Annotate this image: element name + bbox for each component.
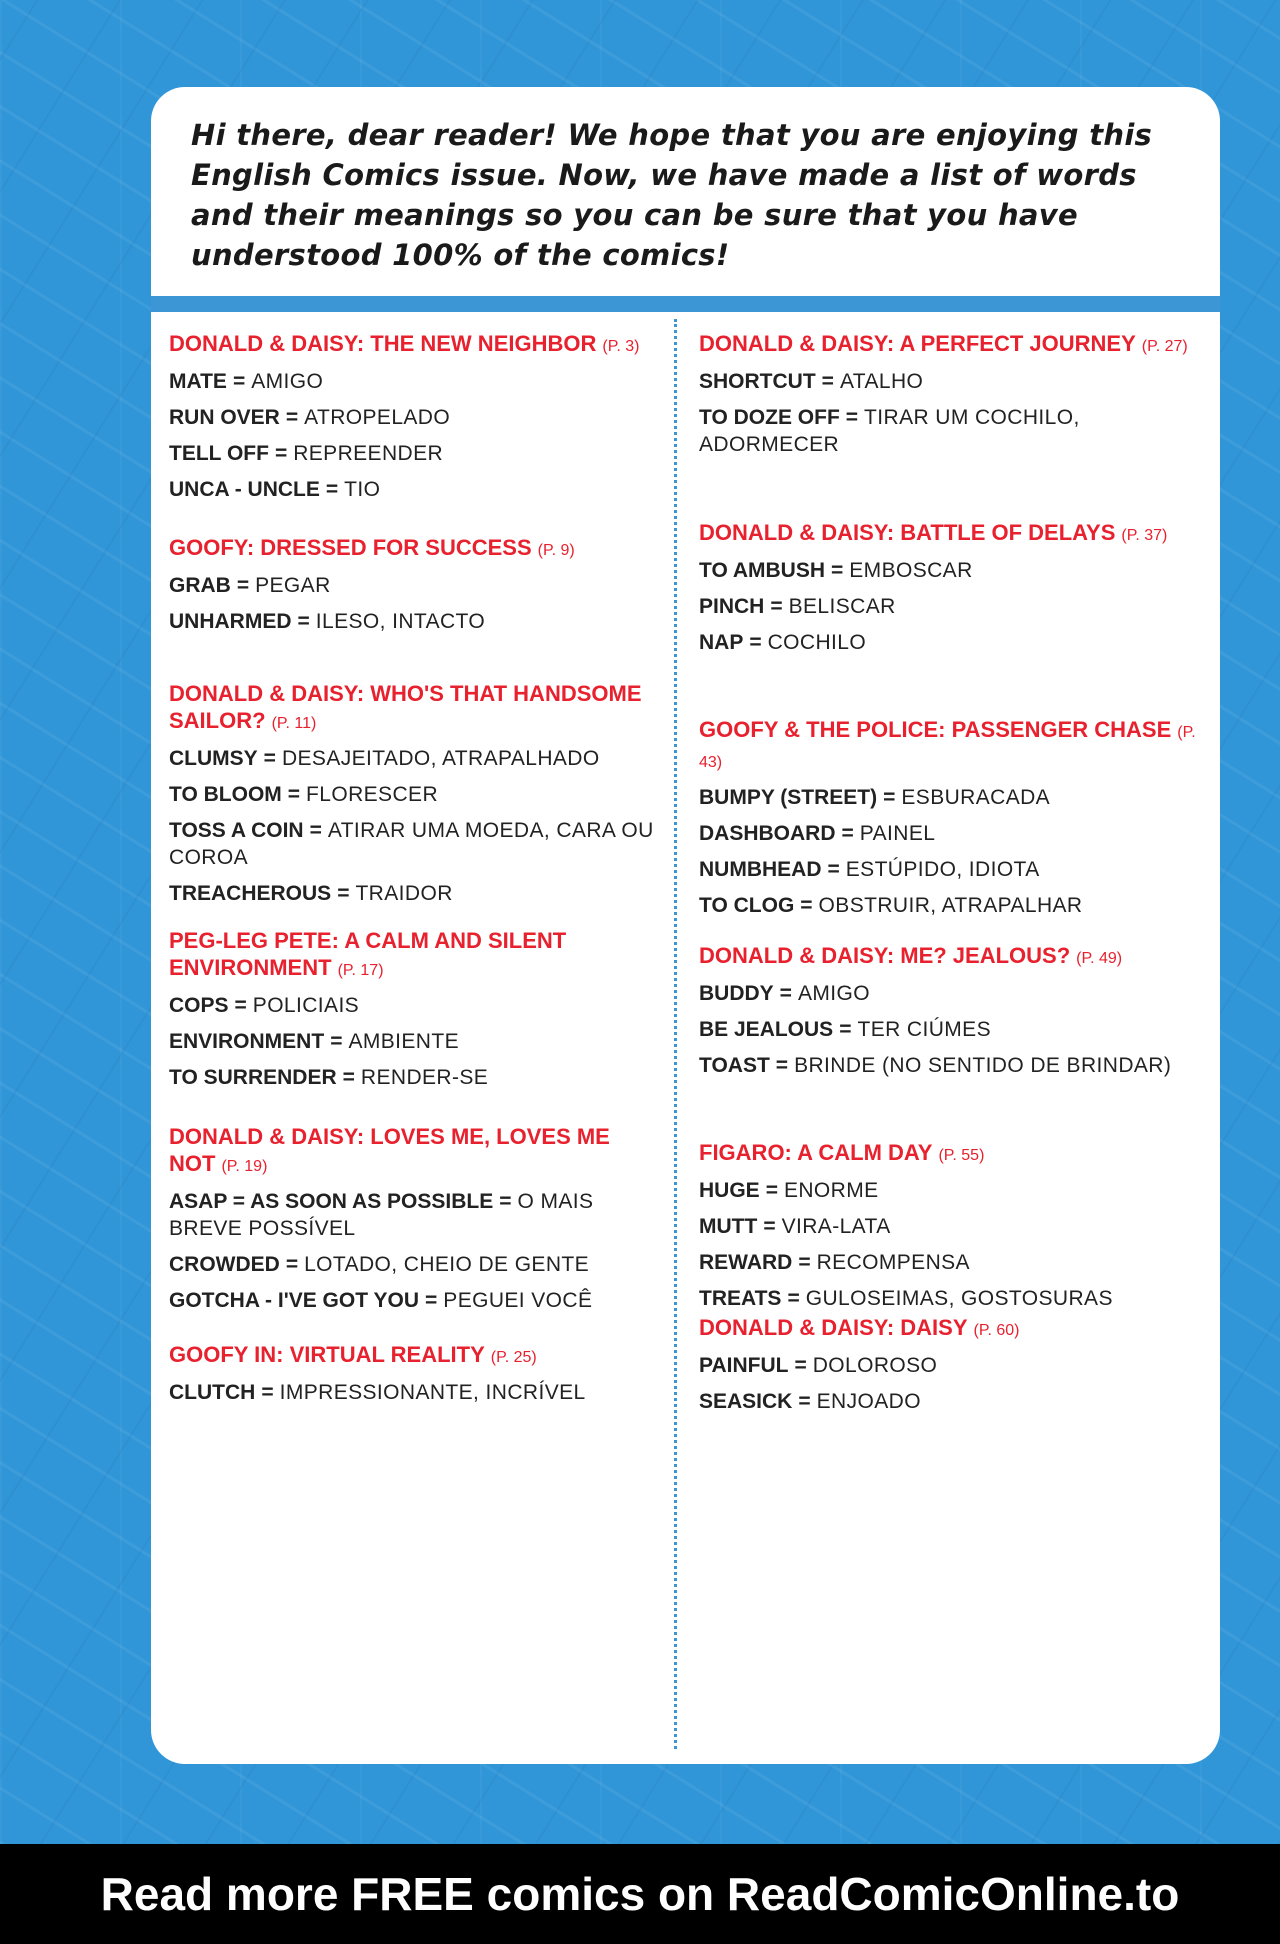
section-title-text: GOOFY & THE POLICE: PASSENGER CHASE (699, 717, 1172, 742)
entry-definition: POLICIAIS (252, 994, 360, 1017)
section-title-text: PEG-LEG PETE: A CALM AND SILENT ENVIRONMENT (169, 928, 567, 980)
entry-term: CLUTCH (169, 1381, 256, 1404)
entry-definition: COCHILO (767, 631, 867, 654)
glossary-entry (699, 784, 1209, 811)
equals-sign: = (794, 1354, 807, 1377)
promo-footer[interactable] (0, 1844, 1280, 1944)
entry-definition: DESAJEITADO, ATRAPALHADO (281, 747, 600, 770)
section-title-text: DONALD & DAISY: DAISY (699, 1315, 968, 1340)
entry-term: TO CLOG (699, 894, 795, 917)
entry-term: MATE (169, 370, 227, 393)
glossary-section (169, 1341, 659, 1415)
entry-term: TO BLOOM (169, 783, 282, 806)
header-rule (151, 296, 1220, 312)
entry-term: ENVIRONMENT (169, 1030, 325, 1053)
entry-definition: REPREENDER (293, 442, 444, 465)
page-reference: (P. 37) (1121, 527, 1168, 544)
equals-sign: = (827, 858, 840, 881)
section-title (169, 1123, 659, 1180)
intro-text: Hi there, dear reader! We hope that you are enjoying this English Comics issue. Now, we have made a list of words and their meanings so you can be sure that you have understood 100% of the comics! (191, 118, 1153, 272)
entry-term: TELL OFF (169, 442, 269, 465)
entry-definition: ATROPELADO (304, 406, 451, 429)
entry-term: TOSS A COIN (169, 819, 304, 842)
entry-term: TOAST (699, 1054, 770, 1077)
section-title (699, 519, 1209, 549)
glossary-section (699, 942, 1209, 1088)
section-title-text: GOOFY IN: VIRTUAL REALITY (169, 1342, 485, 1367)
equals-sign: = (234, 994, 247, 1017)
equals-sign: = (325, 478, 339, 501)
glossary-entry (169, 1064, 659, 1091)
entry-term: HUGE (699, 1179, 760, 1202)
entry-term: GOTCHA - I'VE GOT YOU (169, 1289, 420, 1312)
entry-term: UNCA - UNCLE (169, 478, 320, 501)
entry-term: REWARD (699, 1251, 793, 1274)
glossary-entry (699, 593, 1209, 620)
entry-term: SHORTCUT (699, 370, 816, 393)
entry-definition: AMIGO (251, 370, 324, 393)
section-title (699, 942, 1209, 972)
glossary-entry (169, 1287, 659, 1314)
entry-definition: VIRA-LATA (781, 1215, 891, 1238)
entry-definition: ESTÚPIDO, IDIOTA (845, 858, 1040, 881)
section-title (699, 716, 1209, 776)
glossary-entry (699, 1388, 1209, 1415)
entry-term: UNHARMED (169, 610, 292, 633)
equals-sign: = (770, 595, 783, 618)
entry-definition: RECOMPENSA (816, 1251, 970, 1274)
glossary-entry (169, 1188, 659, 1242)
entry-term: RUN OVER (169, 406, 280, 429)
equals-sign: = (309, 819, 322, 842)
entry-term: MUTT (699, 1215, 758, 1238)
glossary-entry (169, 1028, 659, 1055)
section-title-text: DONALD & DAISY: A PERFECT JOURNEY (699, 331, 1136, 356)
glossary-entry (169, 608, 659, 635)
entry-term: TO DOZE OFF (699, 406, 840, 429)
entry-term: COPS (169, 994, 229, 1017)
equals-sign: = (749, 631, 762, 654)
page-reference: (P. 11) (271, 715, 317, 732)
entry-definition: IMPRESSIONANTE, INCRÍVEL (279, 1381, 586, 1404)
section-title (699, 1314, 1209, 1344)
entry-term: ASAP = AS SOON AS POSSIBLE (169, 1190, 494, 1213)
glossary-entry (169, 880, 659, 907)
entry-definition: RENDER-SE (360, 1066, 489, 1089)
entry-term: CROWDED (169, 1253, 280, 1276)
entry-term: PINCH (699, 595, 765, 618)
page-reference: (P. 19) (221, 1158, 268, 1175)
glossary-entry (699, 980, 1209, 1007)
glossary-entry (169, 440, 659, 467)
glossary-entry (699, 1213, 1209, 1240)
entry-term: TO AMBUSH (699, 559, 825, 582)
glossary-entry (169, 745, 659, 772)
glossary-entry (169, 817, 659, 871)
glossary-entry (699, 820, 1209, 847)
equals-sign: = (775, 1054, 789, 1077)
page-reference: (P. 43) (699, 724, 1196, 771)
entry-definition: ENJOADO (816, 1390, 921, 1413)
glossary-entry (169, 992, 659, 1019)
entry-definition: LOTADO, CHEIO DE GENTE (304, 1253, 590, 1276)
glossary-entry (169, 476, 659, 503)
glossary-entry (699, 1249, 1209, 1276)
equals-sign: = (800, 894, 813, 917)
equals-sign: = (342, 1066, 355, 1089)
entry-definition: ATIRAR UMA MOEDA, CARA OU COROA (169, 819, 654, 869)
glossary-section (699, 519, 1209, 665)
section-title-text: DONALD & DAISY: ME? JEALOUS? (699, 943, 1071, 968)
equals-sign: = (765, 1179, 778, 1202)
section-title-text: DONALD & DAISY: LOVES ME, LOVES ME NOT (169, 1124, 610, 1176)
glossary-section (169, 927, 659, 1100)
equals-sign: = (798, 1390, 811, 1413)
glossary-entry (699, 1016, 1209, 1043)
entry-term: NAP (699, 631, 744, 654)
equals-sign: = (883, 786, 896, 809)
entry-term: NUMBHEAD (699, 858, 822, 881)
glossary-section (169, 1123, 659, 1323)
glossary-entry (169, 1379, 659, 1406)
entry-term: PAINFUL (699, 1354, 789, 1377)
glossary-entry (699, 404, 1209, 458)
entry-definition: TIRAR UM COCHILO, ADORMECER (699, 406, 1080, 456)
entry-term: BE JEALOUS (699, 1018, 834, 1041)
entry-definition: ATALHO (839, 370, 924, 393)
page-reference: (P. 60) (973, 1322, 1020, 1339)
entry-definition: AMBIENTE (348, 1030, 460, 1053)
entry-definition: PEGAR (255, 574, 331, 597)
glossary-entry (699, 1177, 1209, 1204)
glossary-entry (169, 404, 659, 431)
entry-definition: GULOSEIMAS, GOSTOSURAS (805, 1287, 1113, 1310)
entry-term: TO SURRENDER (169, 1066, 337, 1089)
equals-sign: = (787, 1287, 800, 1310)
equals-sign: = (779, 982, 792, 1005)
column-divider (674, 319, 677, 1749)
glossary-section (169, 534, 659, 644)
equals-sign: = (425, 1289, 438, 1312)
section-title (169, 534, 659, 564)
section-title-text: DONALD & DAISY: BATTLE OF DELAYS (699, 520, 1116, 545)
entry-definition: ILESO, INTACTO (315, 610, 486, 633)
section-title-text: GOOFY: DRESSED FOR SUCCESS (169, 535, 532, 560)
equals-sign: = (798, 1251, 811, 1274)
equals-sign: = (297, 610, 310, 633)
footer-text[interactable]: Read more FREE comics on ReadComicOnline.to (100, 1868, 1180, 1920)
equals-sign: = (499, 1190, 512, 1213)
glossary-entry (699, 892, 1209, 919)
glossary-section (169, 680, 659, 916)
equals-sign: = (337, 882, 350, 905)
equals-sign: = (274, 442, 288, 465)
glossary-entry (169, 781, 659, 808)
entry-definition: DOLOROSO (812, 1354, 938, 1377)
page-reference: (P. 17) (337, 962, 384, 979)
glossary-section (169, 330, 659, 512)
section-title (699, 1139, 1209, 1169)
section-title (699, 330, 1209, 360)
page-reference: (P. 27) (1141, 338, 1188, 355)
entry-definition: AMIGO (797, 982, 870, 1005)
equals-sign: = (845, 406, 859, 429)
section-title-text: FIGARO: A CALM DAY (699, 1140, 933, 1165)
entry-definition: TER CIÚMES (857, 1018, 991, 1041)
page-reference: (P. 25) (490, 1349, 537, 1366)
entry-term: DASHBOARD (699, 822, 836, 845)
glossary-entry (699, 368, 1209, 395)
glossary-entry (169, 368, 659, 395)
entry-definition: PAINEL (859, 822, 936, 845)
equals-sign: = (232, 370, 246, 393)
page-reference: (P. 55) (938, 1147, 985, 1164)
entry-definition: ENORME (783, 1179, 879, 1202)
page-reference: (P. 3) (602, 338, 640, 355)
entry-term: TREATS (699, 1287, 782, 1310)
glossary-entry (699, 1285, 1209, 1312)
page-reference: (P. 9) (537, 542, 575, 559)
glossary-entry (699, 557, 1209, 584)
entry-definition: TIO (344, 478, 381, 501)
glossary-section (699, 1314, 1209, 1424)
entry-definition: O MAIS BREVE POSSÍVEL (169, 1190, 594, 1240)
entry-definition: BELISCAR (788, 595, 896, 618)
glossary-entry (169, 572, 659, 599)
entry-definition: BRINDE (NO SENTIDO DE BRINDAR) (794, 1054, 1172, 1077)
glossary-entry (169, 1251, 659, 1278)
equals-sign: = (285, 406, 299, 429)
entry-definition: PEGUEI VOCÊ (443, 1289, 593, 1312)
entry-definition: EMBOSCAR (849, 559, 973, 582)
glossary-entry (699, 856, 1209, 883)
entry-definition: TRAIDOR (355, 882, 453, 905)
page-reference: (P. 49) (1076, 950, 1123, 967)
section-title (169, 330, 659, 360)
glossary-entry (699, 1352, 1209, 1379)
equals-sign: = (287, 783, 301, 806)
equals-sign: = (763, 1215, 776, 1238)
entry-definition: FLORESCER (306, 783, 439, 806)
entry-term: TREACHEROUS (169, 882, 332, 905)
glossary-entry (699, 629, 1209, 656)
equals-sign: = (261, 1381, 274, 1404)
entry-term: BUDDY (699, 982, 774, 1005)
equals-sign: = (831, 559, 844, 582)
equals-sign: = (821, 370, 834, 393)
equals-sign: = (285, 1253, 299, 1276)
equals-sign: = (263, 747, 276, 770)
section-title (169, 927, 659, 984)
entry-term: CLUMSY (169, 747, 258, 770)
section-title-text: DONALD & DAISY: WHO'S THAT HANDSOME SAILOR? (169, 681, 642, 733)
glossary-entry (699, 1052, 1209, 1079)
glossary-card (151, 87, 1220, 1764)
glossary-section (699, 1139, 1209, 1321)
equals-sign: = (841, 822, 854, 845)
entry-term: GRAB (169, 574, 231, 597)
glossary-section (699, 330, 1209, 467)
entry-definition: ESBURACADA (901, 786, 1051, 809)
section-title-text: DONALD & DAISY: THE NEW NEIGHBOR (169, 331, 597, 356)
equals-sign: = (236, 574, 250, 597)
entry-term: SEASICK (699, 1390, 793, 1413)
glossary-section (699, 716, 1209, 928)
equals-sign: = (839, 1018, 852, 1041)
equals-sign: = (330, 1030, 343, 1053)
section-title (169, 1341, 659, 1371)
section-title (169, 680, 659, 737)
entry-definition: OBSTRUIR, ATRAPALHAR (818, 894, 1083, 917)
entry-term: BUMPY (STREET) (699, 786, 878, 809)
